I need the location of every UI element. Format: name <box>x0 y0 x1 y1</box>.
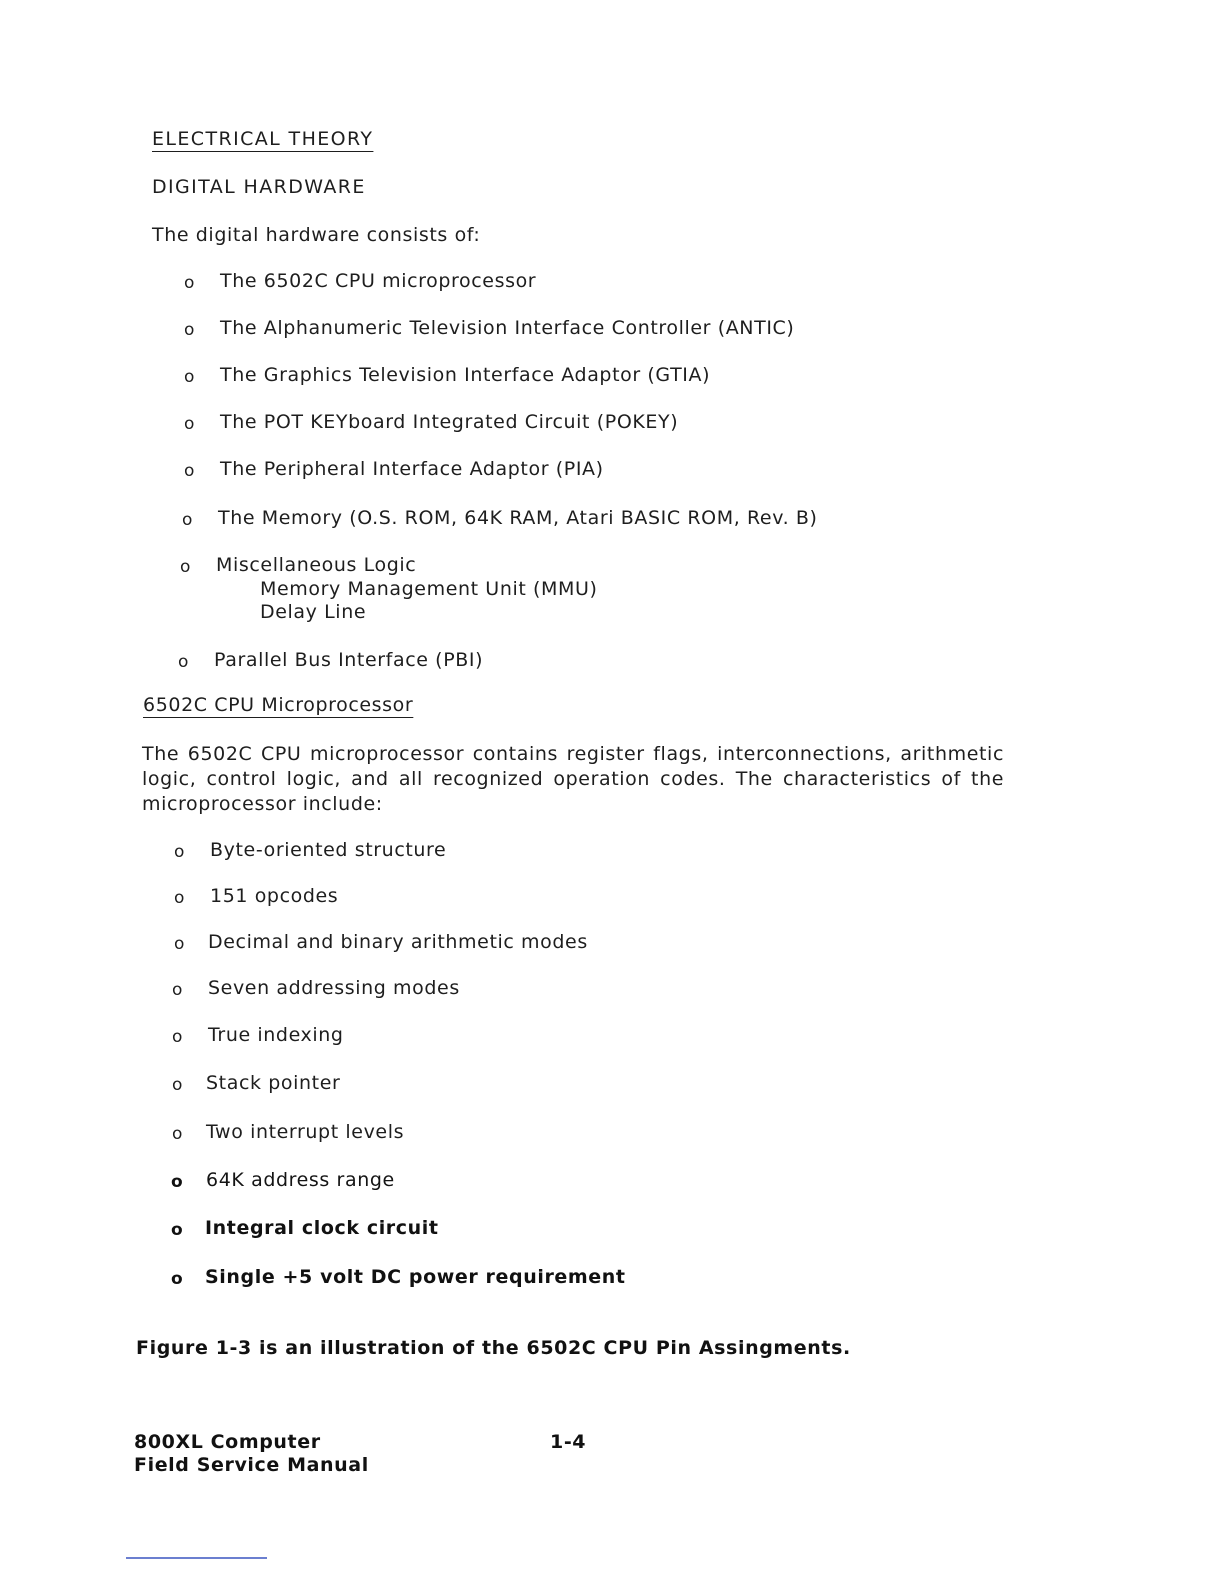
bullet-marker: o <box>184 461 195 481</box>
list-item: Stack pointer <box>206 1072 341 1094</box>
section-title: ELECTRICAL THEORY <box>152 128 374 150</box>
sub-list-item: Delay Line <box>260 601 367 623</box>
list-item: The Graphics Television Interface Adaptor (GTIA) <box>220 364 711 386</box>
list-item: Two interrupt levels <box>206 1121 405 1143</box>
list-item: The Peripheral Interface Adaptor (PIA) <box>220 458 604 480</box>
sub-list-item: Memory Management Unit (MMU) <box>260 578 598 600</box>
figure-note: Figure 1-3 is an illustration of the 6502C CPU Pin Assingments. <box>136 1337 851 1359</box>
bullet-marker: o <box>171 1220 183 1240</box>
footer-title-line1: 800XL Computer <box>134 1431 321 1453</box>
bullet-marker: o <box>172 1027 183 1047</box>
bullet-marker: o <box>178 652 189 672</box>
list-item: The 6502C CPU microprocessor <box>220 270 537 292</box>
bullet-marker: o <box>174 888 185 908</box>
intro-text: The digital hardware consists of: <box>152 224 481 246</box>
list-item: 151 opcodes <box>210 885 339 907</box>
list-item: 64K address range <box>206 1169 395 1191</box>
list-item: Miscellaneous Logic <box>216 554 417 576</box>
list-item: Seven addressing modes <box>208 977 460 999</box>
bullet-marker: o <box>174 934 185 954</box>
bullet-marker: o <box>174 842 185 862</box>
list-item: The POT KEYboard Integrated Circuit (POKEY) <box>220 411 679 433</box>
cpu-paragraph: The 6502C CPU microprocessor contains register flags, interconnections, arithmetic logic, control logic, and all recognized operation codes. The characteristics of the microprocessor include: <box>142 743 1004 815</box>
list-item: The Memory (O.S. ROM, 64K RAM, Atari BASIC ROM, Rev. B) <box>218 507 818 529</box>
subsection-title: DIGITAL HARDWARE <box>152 176 366 198</box>
list-item: True indexing <box>208 1024 344 1046</box>
bullet-marker: o <box>180 557 191 577</box>
bullet-marker: o <box>184 273 195 293</box>
list-item: Decimal and binary arithmetic modes <box>208 931 588 953</box>
footer-rule <box>126 1557 267 1559</box>
cpu-heading: 6502C CPU Microprocessor <box>143 694 414 716</box>
bullet-marker: o <box>172 1075 183 1095</box>
bullet-marker: o <box>171 1269 183 1289</box>
bullet-marker: o <box>184 414 195 434</box>
bullet-marker: o <box>182 510 193 530</box>
bullet-marker: o <box>171 1172 183 1192</box>
bullet-marker: o <box>172 1124 183 1144</box>
bullet-marker: o <box>184 320 195 340</box>
page-number: 1-4 <box>550 1431 587 1453</box>
list-item: Single +5 volt DC power requirement <box>205 1266 626 1288</box>
list-item: Byte-oriented structure <box>210 839 447 861</box>
footer-title-line2: Field Service Manual <box>134 1454 369 1476</box>
list-item: Integral clock circuit <box>205 1217 439 1239</box>
list-item: Parallel Bus Interface (PBI) <box>214 649 484 671</box>
bullet-marker: o <box>184 367 195 387</box>
list-item: The Alphanumeric Television Interface Controller (ANTIC) <box>220 317 795 339</box>
bullet-marker: o <box>172 980 183 1000</box>
